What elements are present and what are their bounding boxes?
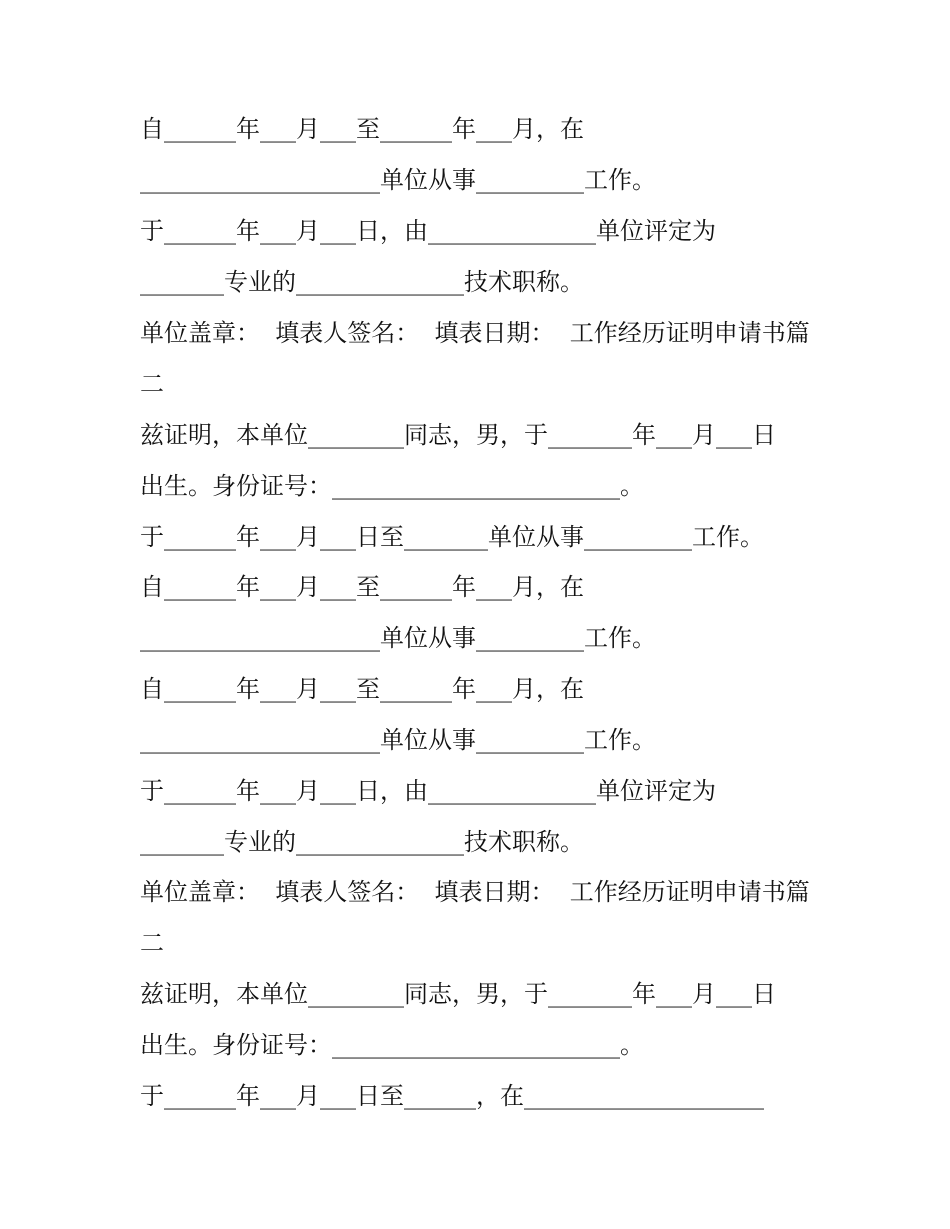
- text-line: _______专业的______________技术职称。: [140, 828, 584, 856]
- text-line: 兹证明，本单位________同志，男，于_______年___月___日: [140, 980, 776, 1008]
- text-line: 出生。身份证号：________________________。: [140, 472, 644, 500]
- text-line: 于______年___月___日，由______________单位评定为: [140, 217, 716, 245]
- text-line: 自______年___月___至______年___月，在: [140, 573, 584, 601]
- text-line: 于______年___月___日至_______单位从事_________工作。: [140, 523, 764, 551]
- text-line: 出生。身份证号：________________________。: [140, 1031, 644, 1059]
- text-line: ____________________单位从事_________工作。: [140, 726, 656, 754]
- text-line: 自______年___月___至______年___月，在: [140, 675, 584, 703]
- text-line: 单位盖章： 填表人签名： 填表日期： 工作经历证明申请书篇: [140, 319, 810, 347]
- text-line: 于______年___月___日至______，在____________________: [140, 1082, 764, 1110]
- text-line: ____________________单位从事_________工作。: [140, 166, 656, 194]
- text-line: 二: [140, 929, 164, 957]
- text-line: 于______年___月___日，由______________单位评定为: [140, 777, 716, 805]
- text-line: 自______年___月___至______年___月，在: [140, 115, 584, 143]
- text-line: ____________________单位从事_________工作。: [140, 624, 656, 652]
- text-line: _______专业的______________技术职称。: [140, 268, 584, 296]
- text-line: 二: [140, 370, 164, 398]
- text-line: 兹证明，本单位________同志，男，于_______年___月___日: [140, 421, 776, 449]
- text-line: 单位盖章： 填表人签名： 填表日期： 工作经历证明申请书篇: [140, 878, 810, 906]
